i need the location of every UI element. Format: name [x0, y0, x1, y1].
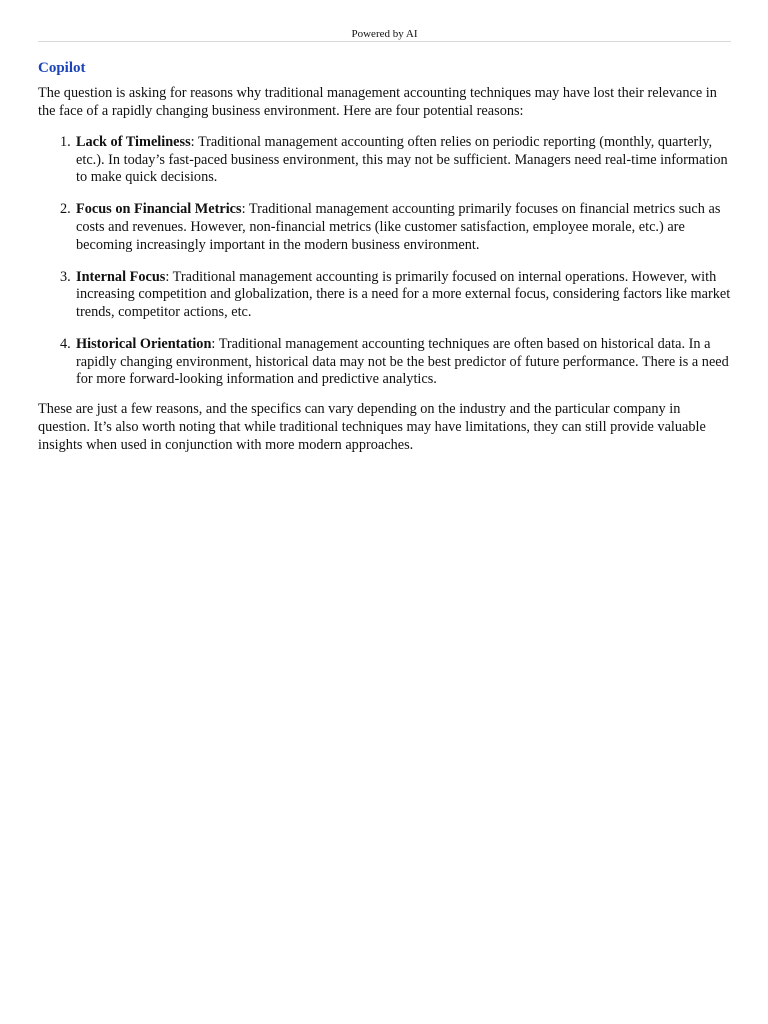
reason-text: : Traditional management accounting often relies on periodic reporting (monthly, quarterly, etc.). In today’s fast-paced business environment, this may not be sufficient. Managers need real-time information to make quick decisions.	[76, 134, 728, 186]
reason-item-2	[60, 201, 731, 254]
response-intro: The question is asking for reasons why traditional management accounting techniques may have lost their relevance in the face of a rapidly changing business environment. Here are four potential reasons:	[38, 85, 717, 119]
reason-title: Historical Orientation	[76, 336, 212, 353]
reason-item-3	[60, 268, 731, 322]
powered-by-header: Powered by AI	[351, 28, 418, 40]
reason-text: : Traditional management accounting primarily focuses on financial metrics such as costs and revenues. However, non-financial metrics (like customer satisfaction, employee morale, etc.) are becoming increasingly important in the modern business environment.	[76, 201, 721, 253]
reason-number: 2.	[60, 201, 71, 218]
reason-text: : Traditional management accounting is primarily focused on internal operations. However, with increasing competition and globalization, there is a need for a more external focus, considering factors like market trends, competitor actions, etc.	[76, 268, 731, 320]
reason-number: 1.	[60, 134, 71, 151]
speaker-name: Copilot	[38, 60, 86, 76]
reason-number: 3.	[60, 268, 71, 285]
reason-text: : Traditional management accounting techniques are often based on historical data. In a rapidly changing environment, historical data may not be the best predictor of future performance. There is a need for more forward-looking information and predictive analytics.	[76, 336, 729, 388]
reason-number: 4.	[60, 336, 71, 353]
reason-item-4	[60, 336, 731, 389]
header-divider	[38, 41, 731, 42]
reason-title: Focus on Financial Metrics	[76, 201, 242, 218]
reasons-list	[38, 134, 731, 389]
reason-item-1	[60, 134, 731, 187]
reason-title: Internal Focus	[76, 268, 166, 285]
response-outro: These are just a few reasons, and the specifics can vary depending on the industry and the particular company in question. It’s also worth noting that while traditional techniques may have limitations, they can still provide valuable insights when used in conjunction with more modern approaches.	[38, 401, 706, 453]
reason-title: Lack of Timeliness	[76, 134, 191, 151]
